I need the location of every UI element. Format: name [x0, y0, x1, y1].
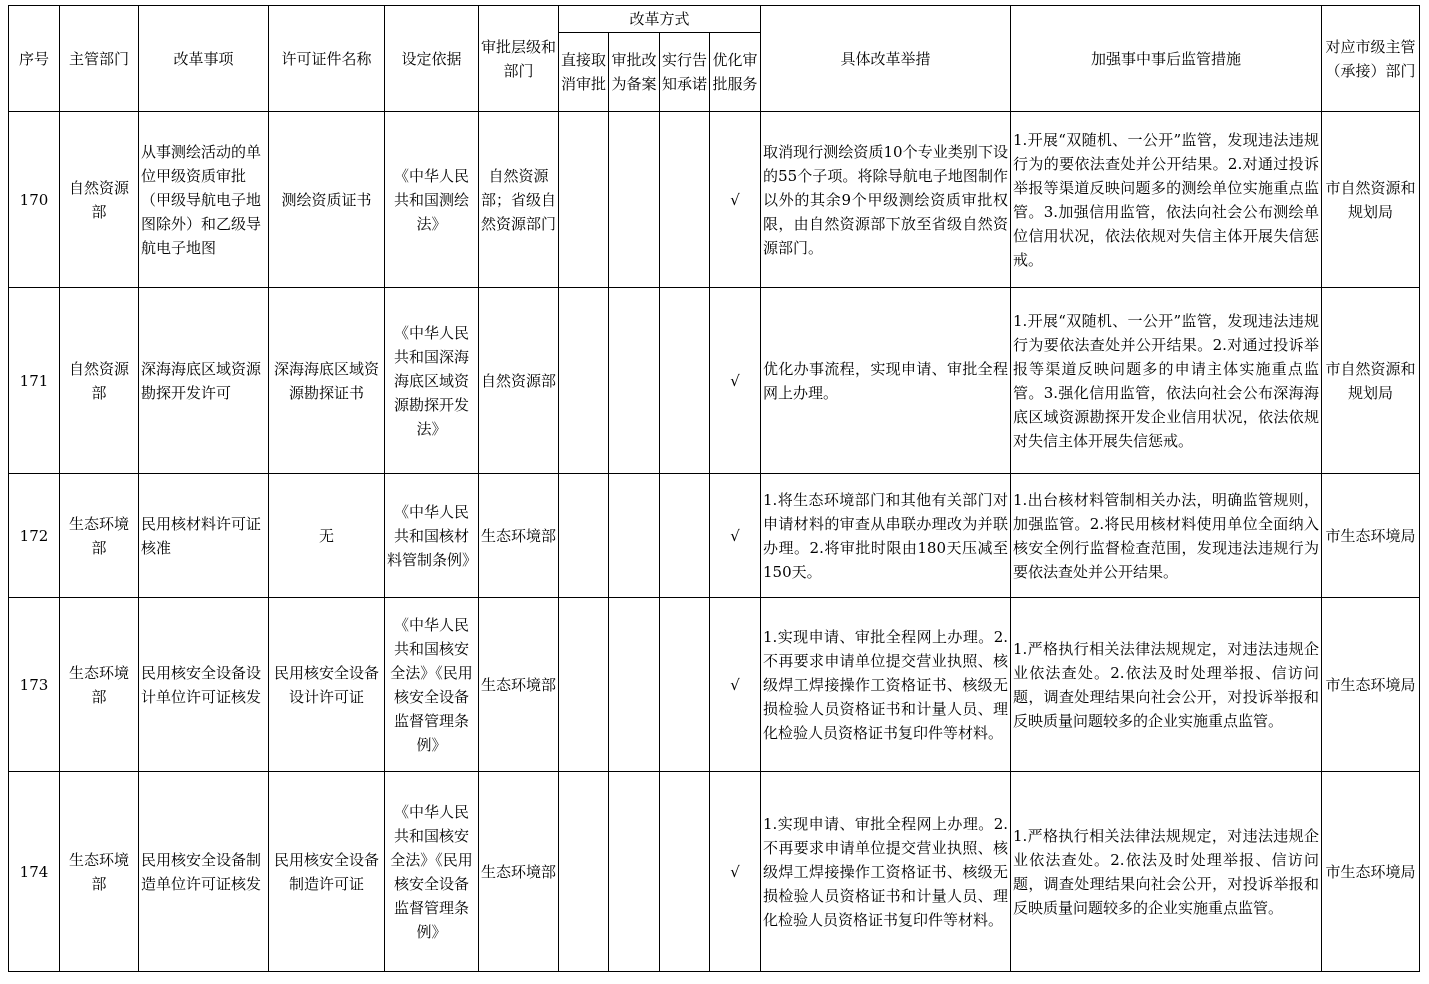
cell-measures: 取消现行测绘资质10个专业类别下设的55个子项。将除导航电子地图制作以外的其余9个甲级测绘资质审批权限，由自然资源部下放至省级自然资源部门。 [761, 112, 1011, 288]
header-measures: 具体改革举措 [761, 6, 1011, 112]
cell-license: 深海海底区域资源勘探证书 [269, 288, 385, 474]
header-method-filing: 审批改为备案 [609, 33, 660, 112]
table-row [9, 288, 1420, 474]
header-method-cancel: 直接取消审批 [559, 33, 609, 112]
cell-level: 生态环境部 [479, 598, 559, 772]
cell-measures: 1.将生态环境部门和其他有关部门对申请材料的审查从串联办理改为并联办理。2.将审批时限由180天压减至150天。 [761, 474, 1011, 598]
cell-method-optimize-check: √ [710, 112, 761, 288]
header-method-optimize: 优化审批服务 [710, 33, 761, 112]
cell-license: 民用核安全设备设计许可证 [269, 598, 385, 772]
cell-measures: 优化办事流程，实现申请、审批全程网上办理。 [761, 288, 1011, 474]
cell-item: 民用核安全设备设计单位许可证核发 [139, 598, 269, 772]
table-row [9, 772, 1420, 972]
header-city: 对应市级主管（承接）部门 [1322, 6, 1420, 112]
cell-license: 民用核安全设备制造许可证 [269, 772, 385, 972]
cell-measures: 1.实现申请、审批全程网上办理。2.不再要求申请单位提交营业执照、核级焊工焊接操作工资格证书、核级无损检验人员资格证书和计量人员、理化检验人员资格证书复印件等材料。 [761, 598, 1011, 772]
header-license: 许可证件名称 [269, 6, 385, 112]
cell-supervision: 1.严格执行相关法律法规规定，对违法违规企业依法查处。2.依法及时处理举报、信访问题，调查处理结果向社会公开，对投诉举报和反映质量问题较多的企业实施重点监管。 [1011, 598, 1322, 772]
header-method-notify: 实行告知承诺 [660, 33, 710, 112]
cell-method-filing [609, 112, 660, 288]
cell-city: 市自然资源和规划局 [1322, 288, 1420, 474]
cell-supervision: 1.出台核材料管制相关办法，明确监管规则，加强监管。2.将民用核材料使用单位全面纳入核安全例行监督检查范围，发现违法违规行为要依法查处并公开结果。 [1011, 474, 1322, 598]
cell-basis: 《中华人民共和国测绘法》 [385, 112, 479, 288]
cell-level: 自然资源部；省级自然资源部门 [479, 112, 559, 288]
cell-item: 民用核安全设备制造单位许可证核发 [139, 772, 269, 972]
cell-dept: 自然资源部 [60, 288, 139, 474]
header-dept: 主管部门 [60, 6, 139, 112]
cell-item: 民用核材料许可证核准 [139, 474, 269, 598]
cell-method-cancel [559, 772, 609, 972]
cell-level: 自然资源部 [479, 288, 559, 474]
cell-seq: 172 [9, 474, 60, 598]
cell-dept: 生态环境部 [60, 772, 139, 972]
cell-city: 市生态环境局 [1322, 598, 1420, 772]
header-supervision: 加强事中事后监管措施 [1011, 6, 1322, 112]
cell-item: 从事测绘活动的单位甲级资质审批（甲级导航电子地图除外）和乙级导航电子地图 [139, 112, 269, 288]
cell-supervision: 1.开展“双随机、一公开”监管，发现违法违规行为的要依法查处并公开结果。2.对通过投诉举报等渠道反映问题多的测绘单位实施重点监管。3.加强信用监管，依法向社会公布测绘单位信用状况，依法依规对失信主体开展失信惩戒。 [1011, 112, 1322, 288]
cell-method-filing [609, 474, 660, 598]
cell-level: 生态环境部 [479, 474, 559, 598]
cell-method-notify [660, 288, 710, 474]
header-method: 改革方式 [559, 6, 761, 33]
cell-basis: 《中华人民共和国深海海底区域资源勘探开发法》 [385, 288, 479, 474]
cell-method-optimize-check: √ [710, 598, 761, 772]
cell-basis: 《中华人民共和国核材料管制条例》 [385, 474, 479, 598]
cell-method-notify [660, 772, 710, 972]
cell-seq: 171 [9, 288, 60, 474]
table-row [9, 474, 1420, 598]
cell-seq: 174 [9, 772, 60, 972]
cell-seq: 173 [9, 598, 60, 772]
cell-dept: 生态环境部 [60, 474, 139, 598]
cell-method-notify [660, 112, 710, 288]
cell-supervision: 1.开展“双随机、一公开”监管，发现违法违规行为要依法查处并公开结果。2.对通过投诉举报等渠道反映问题多的申请主体实施重点监管。3.强化信用监管，依法向社会公布深海海底区域资源勘探开发企业信用状况，依法依规对失信主体开展失信惩戒。 [1011, 288, 1322, 474]
cell-license: 无 [269, 474, 385, 598]
cell-city: 市生态环境局 [1322, 474, 1420, 598]
cell-measures: 1.实现申请、审批全程网上办理。2.不再要求申请单位提交营业执照、核级焊工焊接操作工资格证书、核级无损检验人员资格证书和计量人员、理化检验人员资格证书复印件等材料。 [761, 772, 1011, 972]
cell-level: 生态环境部 [479, 772, 559, 972]
cell-method-optimize-check: √ [710, 288, 761, 474]
cell-method-optimize-check: √ [710, 772, 761, 972]
cell-method-notify [660, 598, 710, 772]
cell-method-optimize-check: √ [710, 474, 761, 598]
reform-table [8, 5, 1420, 972]
cell-method-filing [609, 598, 660, 772]
cell-method-cancel [559, 112, 609, 288]
table-row [9, 598, 1420, 772]
table-row [9, 112, 1420, 288]
header-item: 改革事项 [139, 6, 269, 112]
cell-method-cancel [559, 474, 609, 598]
header-level: 审批层级和部门 [479, 6, 559, 112]
cell-basis: 《中华人民共和国核安全法》《民用核安全设备监督管理条例》 [385, 772, 479, 972]
cell-method-cancel [559, 598, 609, 772]
cell-license: 测绘资质证书 [269, 112, 385, 288]
cell-basis: 《中华人民共和国核安全法》《民用核安全设备监督管理条例》 [385, 598, 479, 772]
cell-item: 深海海底区域资源勘探开发许可 [139, 288, 269, 474]
cell-supervision: 1.严格执行相关法律法规规定，对违法违规企业依法查处。2.依法及时处理举报、信访问题，调查处理结果向社会公开，对投诉举报和反映质量问题较多的企业实施重点监管。 [1011, 772, 1322, 972]
cell-method-notify [660, 474, 710, 598]
cell-dept: 生态环境部 [60, 598, 139, 772]
cell-method-cancel [559, 288, 609, 474]
cell-dept: 自然资源部 [60, 112, 139, 288]
cell-method-filing [609, 772, 660, 972]
cell-city: 市生态环境局 [1322, 772, 1420, 972]
header-basis: 设定依据 [385, 6, 479, 112]
header-seq: 序号 [9, 6, 60, 112]
cell-city: 市自然资源和规划局 [1322, 112, 1420, 288]
cell-method-filing [609, 288, 660, 474]
cell-seq: 170 [9, 112, 60, 288]
